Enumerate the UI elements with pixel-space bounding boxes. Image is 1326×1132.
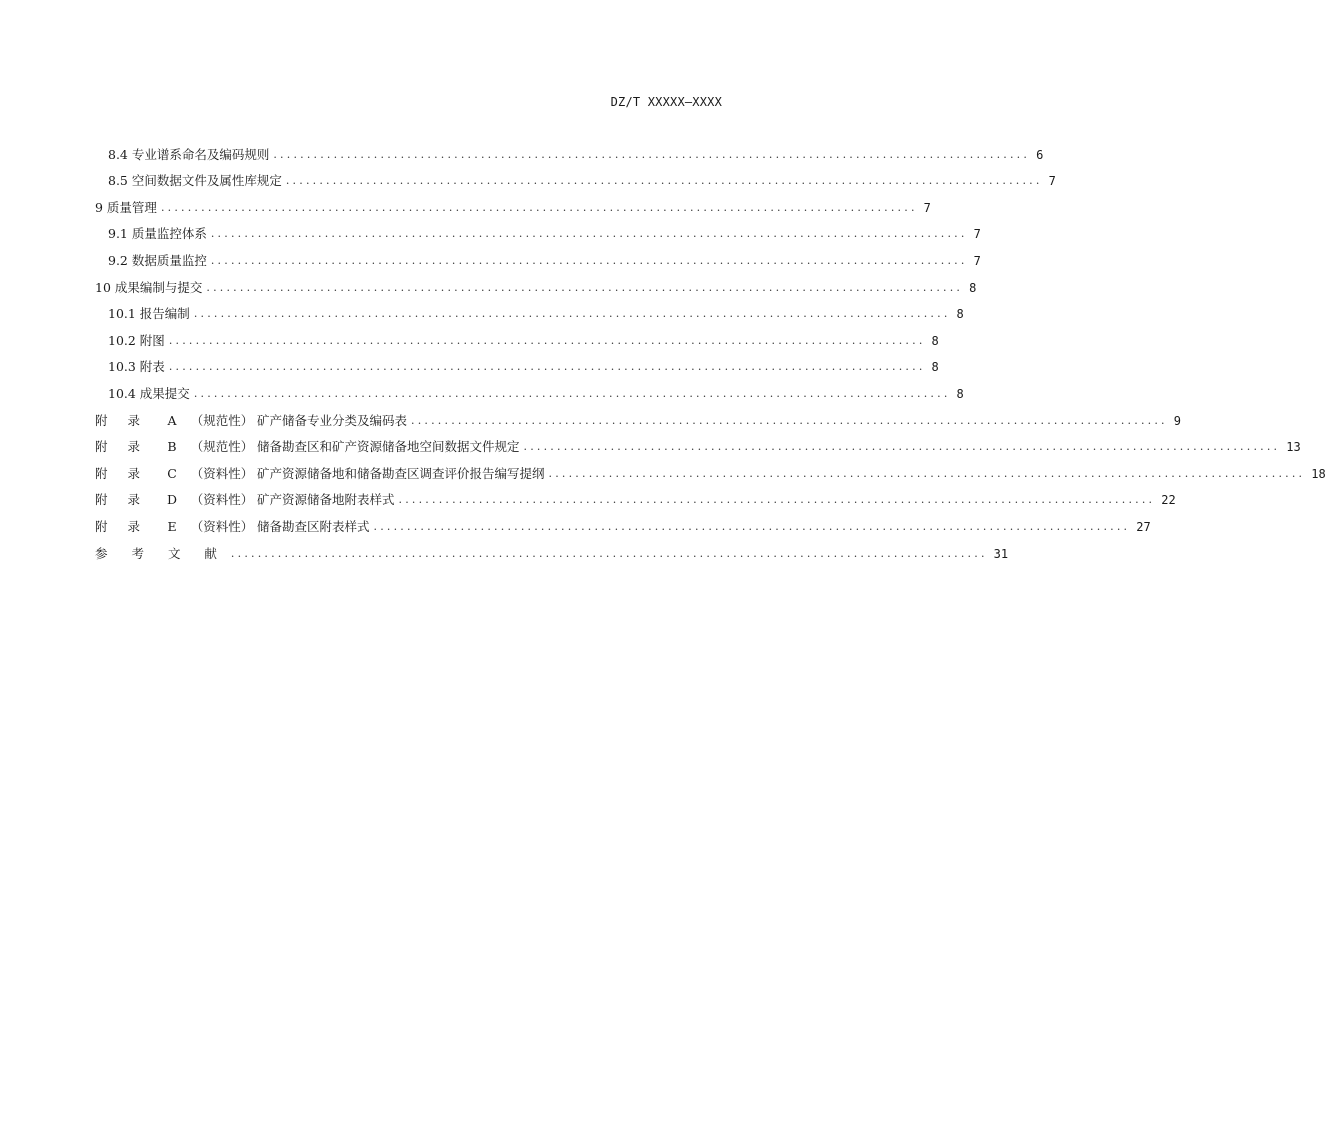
appendix-prefix: 附 录 xyxy=(95,518,148,534)
appendix-title: 矿产储备专业分类及编码表 xyxy=(257,412,408,428)
toc-entry[interactable] xyxy=(95,270,977,297)
toc-entry[interactable] xyxy=(95,164,1056,191)
references-page: 31 xyxy=(993,546,1009,561)
toc-entry-page: 7 xyxy=(973,227,981,242)
toc-entry-page: 6 xyxy=(1036,147,1044,162)
appendix-prefix: 附 录 xyxy=(95,492,148,508)
toc-entry[interactable] xyxy=(95,297,964,324)
toc-entry-label: 10 成果编制与提交 xyxy=(95,279,203,295)
toc-entry-page: 7 xyxy=(973,253,981,268)
appendix-prefix: 附 录 xyxy=(95,412,148,428)
toc-entry[interactable] xyxy=(95,323,939,350)
toc-leader-dots: ................................................................................................................. xyxy=(206,280,964,294)
appendix-page: 22 xyxy=(1161,493,1176,508)
appendix-type: （资料性） xyxy=(190,492,254,508)
toc-entry[interactable] xyxy=(95,137,1044,164)
table-of-contents xyxy=(95,137,1326,563)
toc-entry-page: 8 xyxy=(931,333,939,348)
toc-entry-page: 8 xyxy=(931,360,939,375)
appendix-title: 储备勘查区附表样式 xyxy=(257,518,370,534)
toc-leader-dots: ................................................................................................................. xyxy=(193,307,951,321)
appendix-entry[interactable] xyxy=(95,483,1176,510)
appendix-page: 27 xyxy=(1136,519,1151,534)
appendix-title: 矿产资源储备地和储备勘查区调查评价报告编写提纲 xyxy=(257,465,545,481)
appendix-page: 18 xyxy=(1311,466,1326,481)
toc-entry[interactable] xyxy=(95,217,981,244)
appendix-title: 储备勘查区和矿产资源储备地空间数据文件规定 xyxy=(257,439,520,455)
appendix-label xyxy=(95,438,524,456)
appendix-page: 13 xyxy=(1286,440,1301,455)
toc-leader-dots: ................................................................................................................. xyxy=(193,386,951,400)
toc-entry[interactable] xyxy=(95,350,939,377)
toc-entry[interactable] xyxy=(95,190,931,217)
appendix-type: （资料性） xyxy=(190,465,254,481)
appendix-entry[interactable] xyxy=(95,403,1181,430)
toc-entry-label: 8.5 空间数据文件及属性库规定 xyxy=(108,173,282,189)
toc-entry-label: 10.2 附图 xyxy=(108,332,165,348)
appendix-title: 矿产资源储备地附表样式 xyxy=(257,492,395,508)
toc-entry-page: 8 xyxy=(956,307,964,322)
appendix-label xyxy=(95,465,549,483)
appendix-label xyxy=(95,518,374,536)
toc-entry-label: 9.2 数据质量监控 xyxy=(108,252,207,268)
toc-entry-label: 9.1 质量监控体系 xyxy=(108,226,207,242)
appendix-entry[interactable] xyxy=(95,509,1151,536)
appendix-type: （规范性） xyxy=(190,439,254,455)
toc-entry[interactable] xyxy=(95,376,964,403)
toc-leader-dots: ................................................................................................................. xyxy=(411,413,1168,427)
toc-leader-dots: ................................................................................................................. xyxy=(273,147,1031,161)
appendix-letter: B xyxy=(167,439,177,455)
appendix-letter: C xyxy=(167,465,177,481)
toc-leader-dots: ................................................................................................................. xyxy=(168,333,926,347)
toc-leader-dots: ................................................................................................................. xyxy=(285,174,1043,188)
appendix-page: 9 xyxy=(1173,413,1181,428)
toc-leader-dots: ................................................................................................................. xyxy=(373,519,1131,533)
toc-entry-label: 8.4 专业谱系命名及编码规则 xyxy=(108,146,270,162)
toc-leader-dots: ................................................................................................................. xyxy=(210,253,968,267)
toc-entry[interactable] xyxy=(95,243,981,270)
toc-leader-dots: ................................................................................................................. xyxy=(548,466,1306,480)
toc-leader-dots: ................................................................................................................. xyxy=(398,493,1156,507)
appendix-prefix: 附 录 xyxy=(95,465,148,481)
toc-entry-page: 7 xyxy=(1048,174,1056,189)
appendix-letter: A xyxy=(167,412,177,428)
toc-entry-label: 9 质量管理 xyxy=(95,199,157,215)
toc-entry-page: 8 xyxy=(956,386,964,401)
toc-entry-label: 10.1 报告编制 xyxy=(108,306,190,322)
toc-entry-label: 10.3 附表 xyxy=(108,359,165,375)
toc-leader-dots: ................................................................................................................. xyxy=(230,546,988,560)
appendix-entry[interactable] xyxy=(95,430,1301,457)
references-label: 参 考 文 献 xyxy=(95,545,227,561)
toc-entry-page: 7 xyxy=(923,200,931,215)
toc-leader-dots: ................................................................................................................. xyxy=(160,200,918,214)
appendix-label xyxy=(95,412,411,430)
appendix-prefix: 附 录 xyxy=(95,439,148,455)
toc-entry-page: 8 xyxy=(969,280,977,295)
toc-leader-dots: ................................................................................................................. xyxy=(523,440,1281,454)
appendix-type: （规范性） xyxy=(190,412,254,428)
toc-entry-label: 10.4 成果提交 xyxy=(108,385,190,401)
references-entry[interactable] xyxy=(95,536,1009,563)
appendix-type: （资料性） xyxy=(190,518,254,534)
appendix-letter: E xyxy=(167,518,177,534)
toc-leader-dots: ................................................................................................................. xyxy=(168,360,926,374)
document-code-header: DZ/T XXXXX—XXXX xyxy=(610,95,722,109)
appendix-entry[interactable] xyxy=(95,456,1326,483)
toc-leader-dots: ................................................................................................................. xyxy=(210,227,968,241)
appendix-label xyxy=(95,491,399,509)
appendix-letter: D xyxy=(166,492,178,508)
